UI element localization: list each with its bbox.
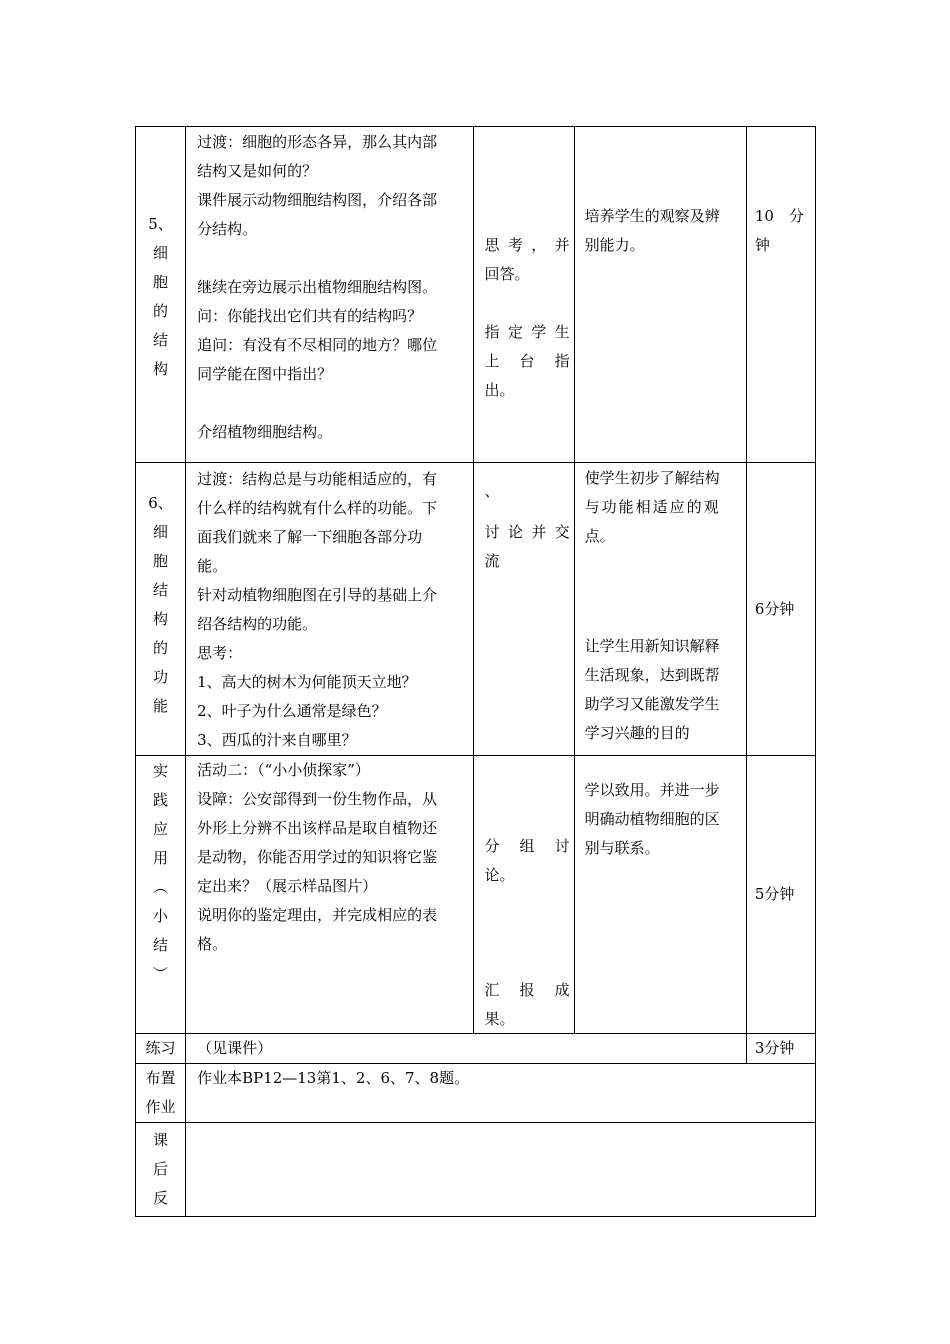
label-char: ︵ bbox=[153, 878, 169, 896]
content-line: 课件展示动物细胞结构图，介绍各部 bbox=[197, 191, 438, 209]
student-line: 上台指 bbox=[484, 352, 570, 370]
table-row bbox=[136, 463, 816, 756]
blank-line bbox=[197, 244, 467, 273]
student-activity-cell bbox=[474, 463, 574, 756]
content-line: 设障：公安部得到一份生物作品，从 bbox=[197, 790, 438, 808]
content-line: 2、叶子为什么通常是绿色？ bbox=[197, 702, 387, 720]
row-label-cell bbox=[136, 1034, 186, 1064]
student-activity-cell bbox=[474, 127, 574, 463]
purpose-line: 明确动植物细胞的区 bbox=[584, 810, 720, 828]
label-char: 功 bbox=[153, 668, 169, 686]
row-label: 练习 bbox=[145, 1039, 176, 1057]
label-char: 细 bbox=[153, 244, 169, 262]
content-line: 继续在旁边展示出植物细胞结构图。 bbox=[197, 278, 438, 296]
content-line: 过渡：结构总是与功能相适应的，有 bbox=[197, 470, 438, 488]
blank-line bbox=[197, 389, 467, 418]
purpose-line: 培养学生的观察及辨 bbox=[584, 207, 720, 225]
table-row bbox=[136, 756, 816, 1034]
label-char: 构 bbox=[153, 360, 169, 378]
label-char: 5、 bbox=[148, 215, 173, 233]
time-text: 3分钟 bbox=[754, 1039, 795, 1057]
row-label-cell bbox=[136, 756, 186, 1034]
time-line: 钟 bbox=[754, 236, 770, 254]
label-char: 的 bbox=[153, 639, 169, 657]
content-line: 什么样的结构就有什么样的功能。下 bbox=[197, 499, 438, 517]
content-line: 活动二：（“小小侦探家”） bbox=[197, 761, 370, 779]
student-line: 回答。 bbox=[484, 265, 530, 283]
label-line: 作业 bbox=[145, 1098, 176, 1116]
content-line: 能。 bbox=[197, 557, 228, 575]
label-char: 践 bbox=[153, 791, 169, 809]
content-line: 分结构。 bbox=[197, 220, 258, 238]
label-char: 课 bbox=[153, 1131, 169, 1149]
homework-text: 作业本BP12—13第1、2、6、7、8题。 bbox=[197, 1069, 470, 1087]
label-char: 胞 bbox=[153, 552, 169, 570]
purpose-line: 别能力。 bbox=[584, 236, 645, 254]
content-line: 定出来？（展示样品图片） bbox=[197, 877, 378, 895]
content-line: 绍各结构的功能。 bbox=[197, 615, 318, 633]
student-line: 论。 bbox=[484, 866, 515, 884]
purpose-cell bbox=[574, 463, 746, 756]
teaching-content-cell bbox=[186, 463, 474, 756]
student-line: 思考，并 bbox=[484, 236, 570, 254]
time-text: 6分钟 bbox=[754, 599, 795, 618]
teaching-content-cell bbox=[186, 127, 474, 463]
purpose-line: 生活现象，达到既帮 bbox=[584, 666, 720, 684]
purpose-line: 让学生用新知识解释 bbox=[584, 637, 720, 655]
purpose-line: 点。 bbox=[584, 527, 615, 545]
student-line: 汇报成 bbox=[484, 981, 570, 999]
content-line: 同学能在图中指出？ bbox=[197, 365, 333, 383]
content-line: 思考： bbox=[197, 644, 243, 662]
purpose-line: 助学习又能激发学生 bbox=[584, 695, 720, 713]
lesson-plan-table bbox=[135, 126, 816, 1217]
purpose-line: 学以致用。并进一步 bbox=[584, 781, 720, 799]
label-char: 构 bbox=[153, 610, 169, 628]
time-text: 5分钟 bbox=[754, 885, 795, 903]
time-cell bbox=[746, 127, 815, 463]
student-line: 出。 bbox=[484, 381, 515, 399]
row-label-cell bbox=[136, 1123, 186, 1217]
content-line: （见课件） bbox=[197, 1039, 273, 1057]
reflection-text bbox=[186, 1123, 815, 1125]
content-line: 问：你能找出它们共有的结构吗？ bbox=[197, 307, 423, 325]
time-cell bbox=[746, 1034, 815, 1064]
reflection-cell bbox=[186, 1123, 816, 1217]
label-char: 用 bbox=[153, 849, 169, 867]
label-char: 6、 bbox=[148, 494, 173, 512]
content-line: 面我们就来了解一下细胞各部分功 bbox=[197, 528, 423, 546]
student-line: 果。 bbox=[484, 1010, 515, 1028]
table-row bbox=[136, 1034, 816, 1064]
label-char: 的 bbox=[153, 302, 169, 320]
student-activity-cell bbox=[474, 756, 574, 1034]
content-line: 追问：有没有不尽相同的地方？哪位 bbox=[197, 336, 438, 354]
label-char: 结 bbox=[153, 331, 169, 349]
purpose-line: 使学生初步了解结构 bbox=[584, 469, 720, 487]
student-lines bbox=[484, 518, 569, 576]
table-row bbox=[136, 127, 816, 463]
row-label-cell bbox=[136, 1064, 186, 1123]
label-char: 胞 bbox=[153, 273, 169, 291]
teaching-content-cell bbox=[186, 756, 474, 1034]
label-char: 小 bbox=[153, 907, 169, 925]
content-line: 说明你的鉴定理由，并完成相应的表 bbox=[197, 906, 438, 924]
content-line: 过渡：细胞的形态各异，那么其内部 bbox=[197, 133, 438, 151]
label-char: 能 bbox=[153, 697, 169, 715]
time-cell bbox=[746, 463, 815, 756]
label-line: 布置 bbox=[145, 1069, 176, 1087]
practice-content-cell bbox=[186, 1034, 747, 1064]
purpose-line: 学习兴趣的目的 bbox=[584, 724, 690, 742]
homework-cell bbox=[186, 1064, 816, 1123]
label-char: 应 bbox=[153, 820, 169, 838]
content-line: 针对动植物细胞图在引导的基础上介 bbox=[197, 586, 438, 604]
blank-line bbox=[484, 289, 569, 318]
student-line: 、 bbox=[484, 482, 500, 500]
purpose-cell bbox=[574, 756, 746, 1034]
label-char: 结 bbox=[153, 581, 169, 599]
student-line: 流 bbox=[484, 552, 500, 570]
content-line: 是动物，你能否用学过的知识将它鉴 bbox=[197, 848, 438, 866]
label-char: ︶ bbox=[153, 965, 169, 983]
purpose-line: 与功能相适应的观 bbox=[584, 498, 721, 516]
purpose-line: 别与联系。 bbox=[584, 839, 660, 857]
content-line: 1、高大的树木为何能顶天立地？ bbox=[197, 673, 417, 691]
row-label-cell bbox=[136, 127, 186, 463]
content-line: 3、西瓜的汁来自哪里？ bbox=[197, 731, 357, 749]
purpose-cell bbox=[574, 127, 746, 463]
label-char: 后 bbox=[153, 1160, 169, 1178]
student-line: 分组讨 bbox=[484, 837, 570, 855]
blank-line bbox=[484, 501, 569, 518]
time-cell bbox=[746, 756, 815, 1034]
content-line: 格。 bbox=[197, 935, 228, 953]
label-char: 反 bbox=[153, 1189, 169, 1207]
table-row bbox=[136, 1064, 816, 1123]
label-char: 实 bbox=[153, 762, 169, 780]
label-char: 结 bbox=[153, 936, 169, 954]
label-char: 细 bbox=[153, 523, 169, 541]
student-line: 讨论并交 bbox=[484, 523, 570, 541]
student-line: 指定学生 bbox=[484, 323, 570, 341]
row-label-cell bbox=[136, 463, 186, 756]
table-row bbox=[136, 1123, 816, 1217]
content-line: 外形上分辨不出该样品是取自植物还 bbox=[197, 819, 438, 837]
content-line: 结构又是如何的？ bbox=[197, 162, 318, 180]
content-line: 介绍植物细胞结构。 bbox=[197, 423, 333, 441]
time-line: 10 分 bbox=[754, 207, 804, 225]
